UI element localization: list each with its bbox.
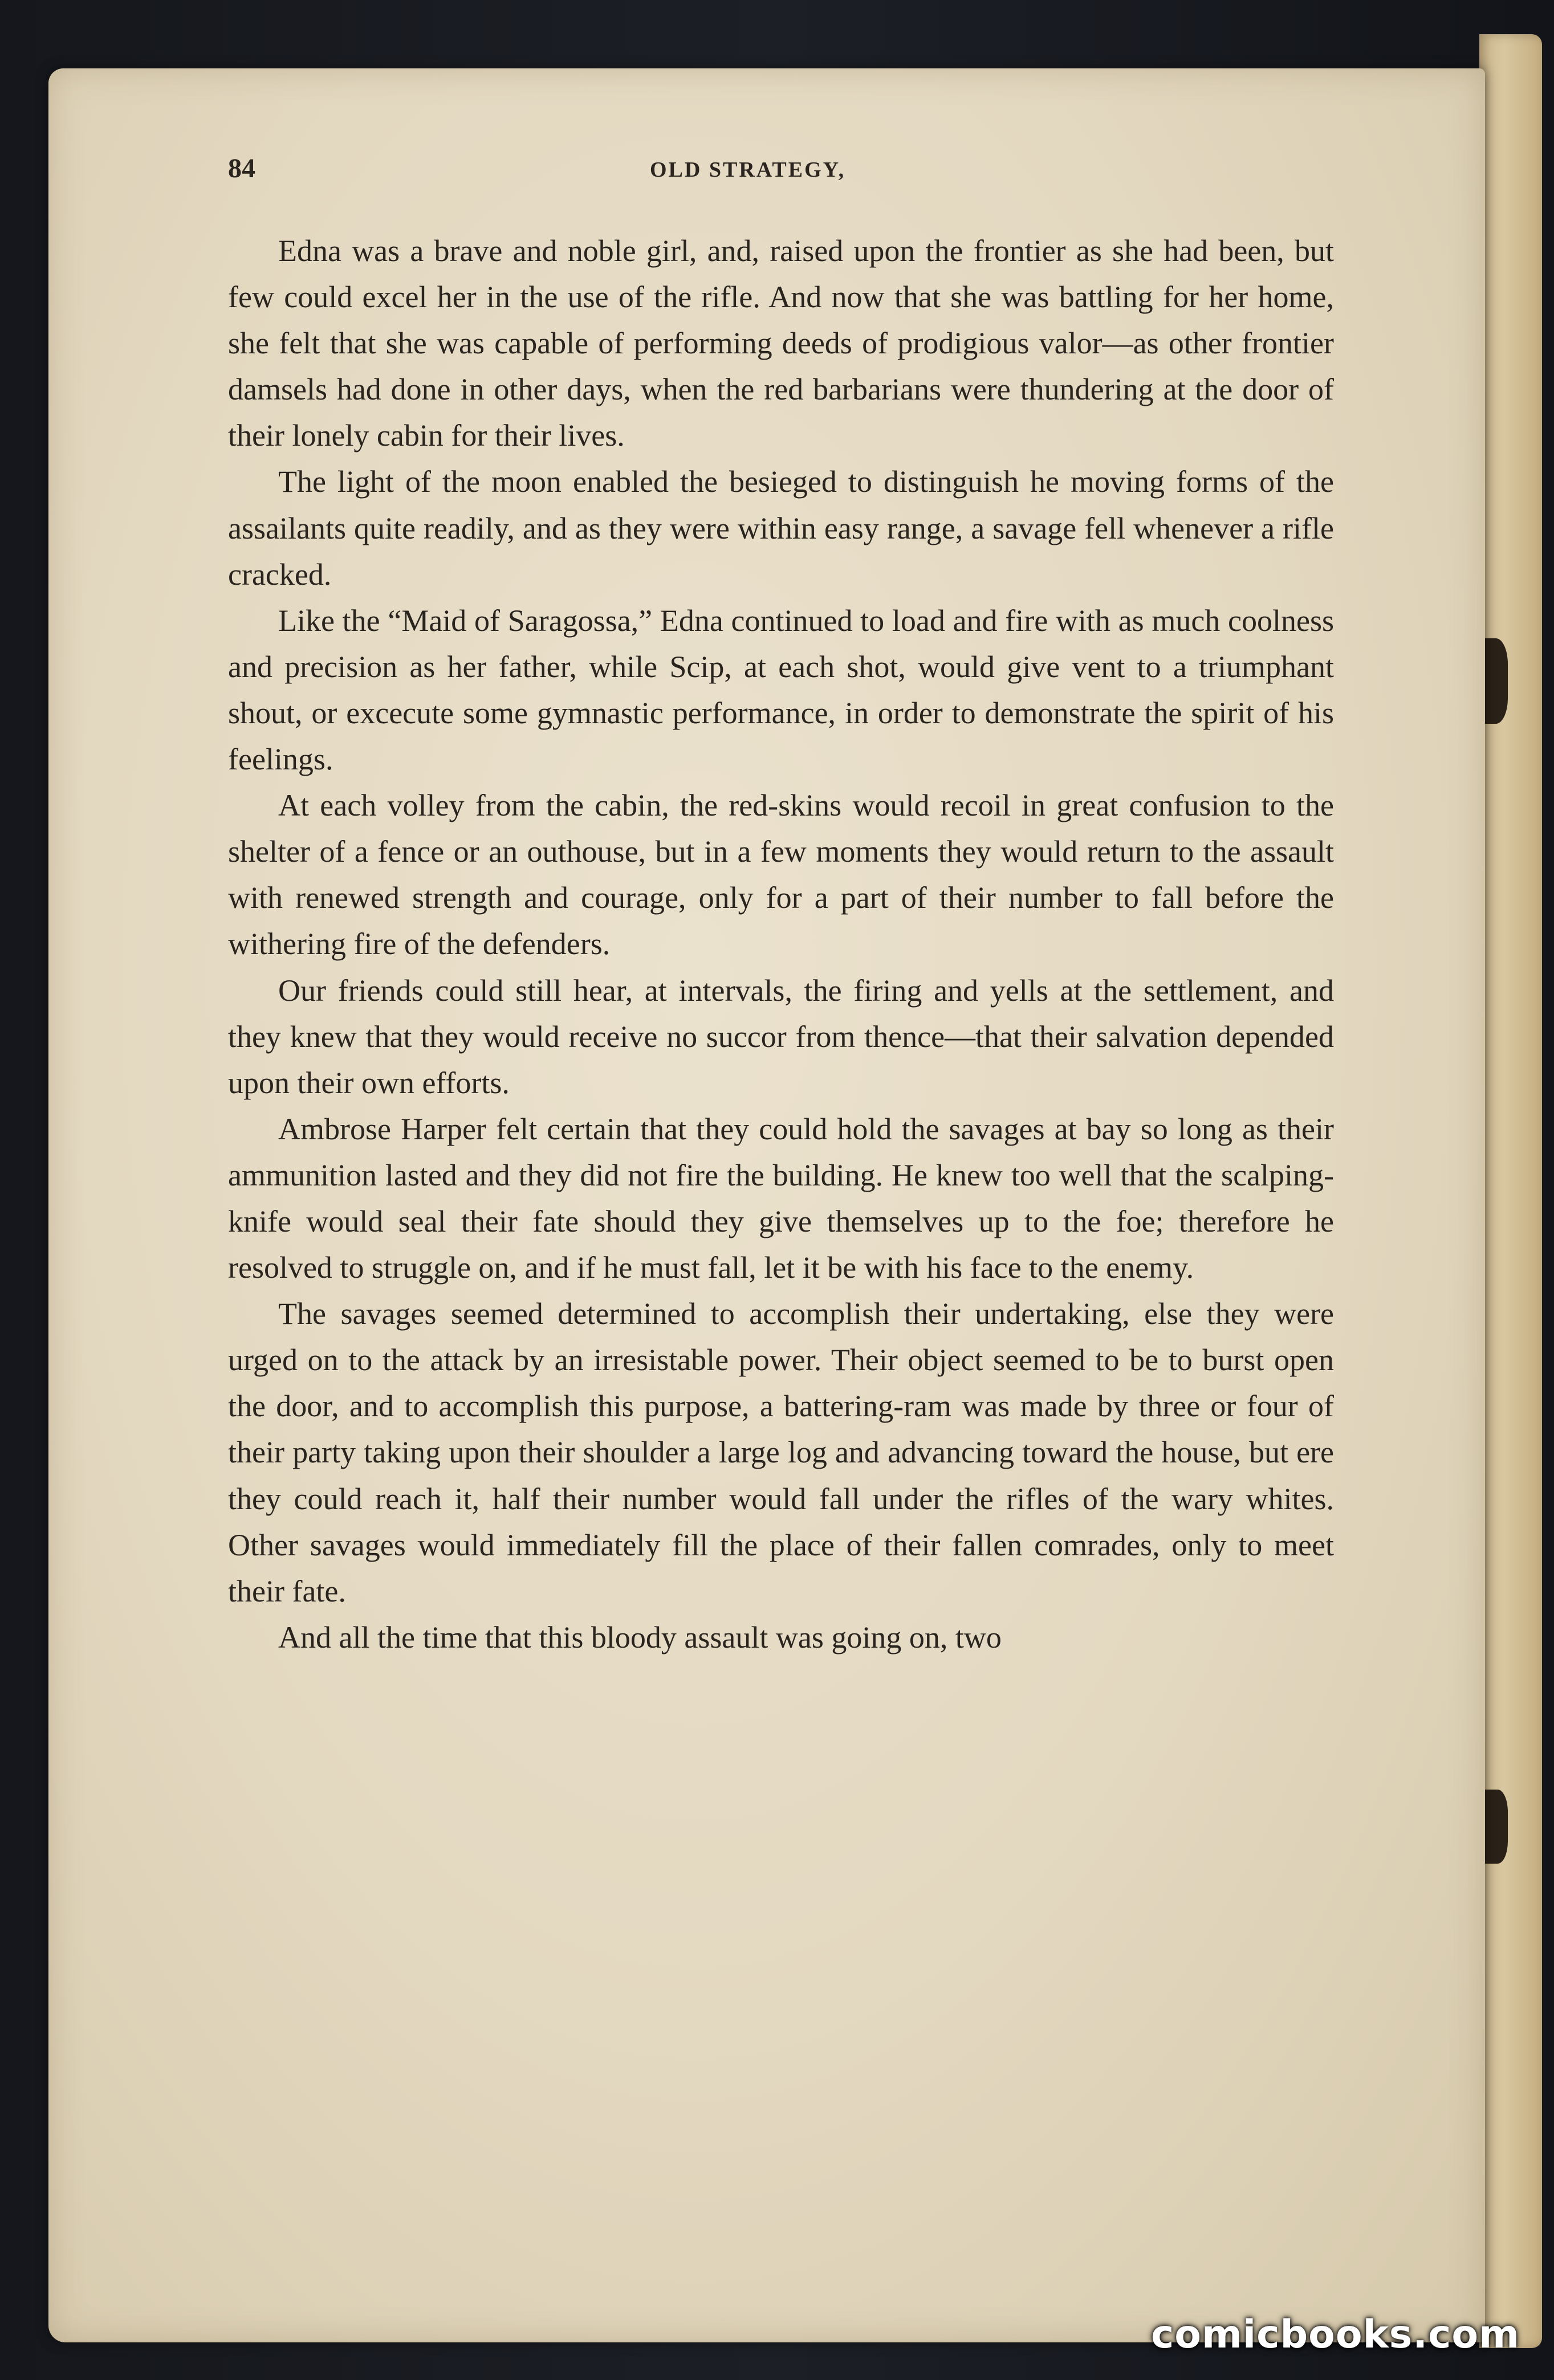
next-page-edge bbox=[1479, 34, 1542, 2348]
paragraph: The light of the moon enabled the besieged to distinguish he moving forms of the assailants quite readily, and as they were within easy range, a savage fell whenever a rifle cracked. bbox=[228, 464, 1334, 592]
paragraph: And all the time that this bloody assault was going on, two bbox=[278, 1620, 1002, 1654]
paragraph: Edna was a brave and noble girl, and, raised upon the frontier as she had been, but few could excel her in the use of the rifle. And now that she was battling for her home, she felt that she was capable of performing deeds of prodigious valor—as other frontier damsels had done in other days, when the red barbarians were thundering at the door of their lonely cabin for their lives. bbox=[228, 234, 1334, 453]
paragraph: Like the “Maid of Saragossa,” Edna continued to load and fire with as much coolness and precision as her father, while Scip, at each shot, would give vent to a triumphant shout, or excecute some gymnastic performance, in order to demonstrate the spirit of his feelings. bbox=[228, 603, 1334, 777]
paragraph: The savages seemed determined to accomplish their undertaking, else they were urged on to the attack by an irresistable power. Their object seemed to be to burst open the door, and to accomplish this purpose, a battering-ram was made by three or four of their party taking upon their shoulder a large log and advancing toward the house, but ere they could reach it, half their number would fall under the rifles of the wary whites. Other savages would immediately fill the place of their fallen comrades, only to meet their fate. bbox=[228, 1297, 1334, 1608]
page-number: 84 bbox=[228, 153, 255, 184]
paragraph: Our friends could still hear, at intervals, the firing and yells at the settlement, and they knew that they would receive no succor from thence—that their salvation depended upon their own efforts. bbox=[228, 973, 1334, 1100]
running-head-title: OLD STRATEGY, bbox=[650, 158, 846, 182]
body-text bbox=[228, 228, 1334, 1661]
paragraph: At each volley from the cabin, the red-skins would recoil in great confusion to the shelter of a fence or an outhouse, but in a few moments they would return to the assault with renewed strength and courage, only for a part of their number to fall before the withering fire of the defenders. bbox=[228, 788, 1334, 961]
paragraph: Ambrose Harper felt certain that they could hold the savages at bay so long as their ammunition lasted and they did not fire the building. He knew too well that the scalping-knife would seal their fate should they give themselves up to the foe; therefore he resolved to struggle on, and if he must fall, let it be with his face to the enemy. bbox=[228, 1111, 1334, 1285]
running-head bbox=[228, 153, 1328, 198]
watermark: comicbooks.com bbox=[1150, 2312, 1520, 2357]
